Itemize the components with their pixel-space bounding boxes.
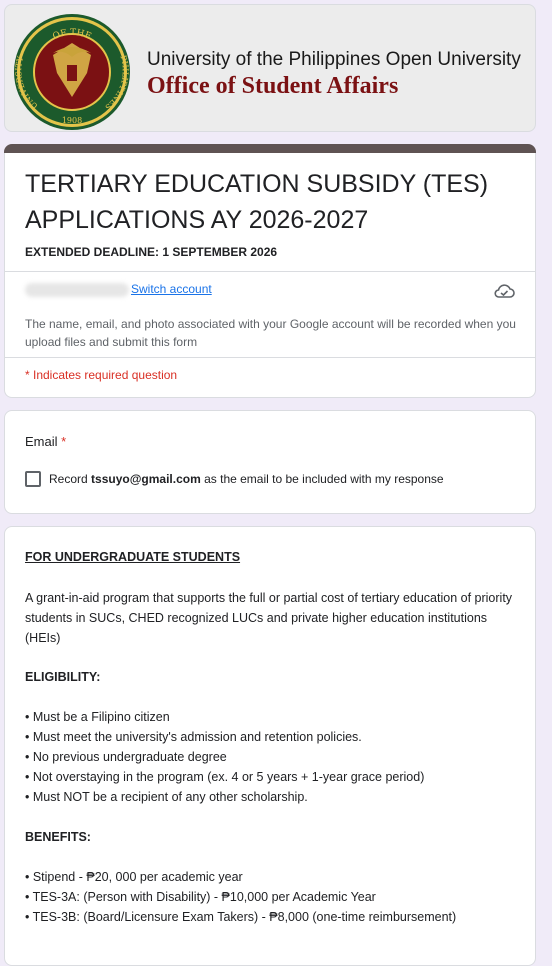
benefit-item: • TES-3B: (Board/Licensure Exam Takers) - ₱8,000 (one-time reimbursement) bbox=[25, 910, 457, 924]
header-banner bbox=[4, 4, 536, 132]
divider bbox=[5, 271, 535, 272]
benefit-item: • TES-3A: (Person with Disability) - ₱10,000 per Academic Year bbox=[25, 890, 376, 904]
email-question-card bbox=[4, 410, 536, 514]
required-asterisk: * bbox=[61, 434, 67, 449]
divider bbox=[5, 357, 535, 358]
eligibility-item: • No previous undergraduate degree bbox=[25, 750, 227, 764]
email-label-text: Email bbox=[25, 434, 58, 449]
deadline-text: EXTENDED DEADLINE: 1 SEPTEMBER 2026 bbox=[25, 245, 278, 259]
description-card bbox=[4, 526, 536, 966]
form-title: TERTIARY EDUCATION SUBSIDY (TES) APPLICATIONS AY 2026-2027 bbox=[25, 170, 489, 234]
eligibility-item: • Must be a Filipino citizen bbox=[25, 710, 170, 724]
email-label bbox=[25, 434, 66, 449]
seal-top-text: OF THE bbox=[51, 27, 93, 43]
account-email-redacted bbox=[25, 283, 129, 297]
record-email-checkbox[interactable] bbox=[25, 471, 41, 487]
seal-left-text: UNIVERSITY bbox=[14, 55, 40, 112]
program-description: A grant-in-aid program that supports the full or partial cost of tertiary education of priority students in SUCs, CHED recognized LUCs and private higher education institutions (HEIs) bbox=[25, 591, 513, 645]
account-notice: The name, email, and photo associated with your Google account will be recorded when you upload files and submit this form bbox=[25, 317, 516, 349]
cloud-sync-icon bbox=[493, 282, 515, 300]
eligibility-heading: ELIGIBILITY: bbox=[25, 670, 101, 684]
required-note: * Indicates required question bbox=[25, 368, 178, 382]
form-header-card bbox=[4, 144, 536, 398]
switch-account-link[interactable]: Switch account bbox=[131, 282, 212, 296]
record-suffix: as the email to be included with my response bbox=[204, 472, 444, 486]
benefits-heading: BENEFITS: bbox=[25, 830, 91, 844]
seal-right-text: PHILIPPINES bbox=[103, 54, 130, 112]
record-prefix: Record bbox=[49, 472, 88, 486]
seal-year: 1908 bbox=[61, 116, 83, 125]
eligibility-item: • Must NOT be a recipient of any other scholarship. bbox=[25, 790, 308, 804]
up-seal-logo bbox=[13, 13, 131, 131]
record-email-label[interactable] bbox=[49, 472, 444, 486]
form-accent-bar bbox=[4, 144, 536, 153]
office-name: Office of Student Affairs bbox=[147, 73, 399, 99]
eligibility-item: • Not overstaying in the program (ex. 4 or 5 years + 1-year grace period) bbox=[25, 770, 425, 784]
record-email-address: tssuyo@gmail.com bbox=[91, 472, 201, 486]
benefit-item: • Stipend - ₱20, 000 per academic year bbox=[25, 870, 243, 884]
eligibility-item: • Must meet the university's admission and retention policies. bbox=[25, 730, 362, 744]
university-name: University of the Philippines Open University bbox=[147, 49, 521, 70]
section-heading: FOR UNDERGRADUATE STUDENTS bbox=[25, 550, 241, 564]
